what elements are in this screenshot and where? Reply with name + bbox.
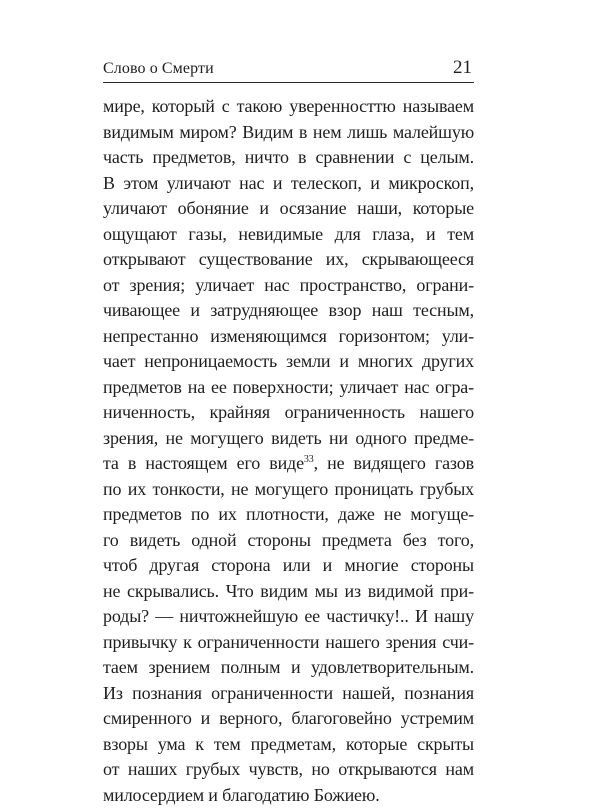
page-number: 21 <box>453 56 472 80</box>
text-line: зрения, не могущего видеть ни одного предме- <box>103 426 474 452</box>
text-line: го видеть одной стороны предмета без того, <box>103 528 474 554</box>
text-line: мире, который с такою уверенносттю называем <box>103 94 474 120</box>
page-header <box>103 58 474 80</box>
text-line: видимым миром? Видим в нем лишь малейшую <box>103 120 474 146</box>
text-line: от зрения; уличает нас пространство, ограни- <box>103 273 474 299</box>
text-line: непрестанно изменяющимся горизонтом; ули- <box>103 324 474 350</box>
text-line: чает непроницаемость земли и многих других <box>103 349 474 375</box>
text-line: ощущают газы, невидимые для глаза, и тем <box>103 222 474 248</box>
body-text <box>103 94 474 808</box>
header-rule <box>103 82 474 83</box>
text-line: предметов по их плотности, даже не могуще- <box>103 502 474 528</box>
text-line: роды? — ничтожнейшую ее частичку!.. И нашу <box>103 604 474 630</box>
text-line: чивающее и затрудняющее взор наш тесным, <box>103 298 474 324</box>
text-line: часть предметов, ничто в сравнении с целым. <box>103 145 474 171</box>
text-line: от наших грубых чувств, но открываются нам <box>103 757 474 783</box>
text-line: не скрывались. Что видим мы из видимой при- <box>103 579 474 605</box>
footnote-reference[interactable]: 33 <box>304 454 314 465</box>
text-line: взоры ума к тем предметам, которые скрыты <box>103 732 474 758</box>
text-line: предметов на ее поверхности; уличает нас огра- <box>103 375 474 401</box>
text-line: ниченность, крайняя ограниченность нашего <box>103 400 474 426</box>
text-line: таем зрением полным и удовлетворительным. <box>103 655 474 681</box>
text-line: Из познания ограниченности нашей, познания <box>103 681 474 707</box>
text-line: привычку к ограниченности нашего зрения счи- <box>103 630 474 656</box>
text-fragment: та в настоящем его виде <box>103 453 304 473</box>
text-line: В этом уличают нас и телескоп, и микроскоп, <box>103 171 474 197</box>
text-line: по их тонкости, не могущего проницать грубых <box>103 477 474 503</box>
text-line-with-footnote <box>103 451 474 477</box>
running-title: Слово о Смерти <box>103 58 214 80</box>
text-fragment: , не видящего газов <box>314 453 474 473</box>
text-line: чтоб другая сторона или и многие стороны <box>103 553 474 579</box>
text-line: уличают обоняние и осязание наши, которые <box>103 196 474 222</box>
text-line: открывают существование их, скрывающееся <box>103 247 474 273</box>
text-line: милосердием и благодатию Божиею. <box>103 783 474 808</box>
text-line: смиренного и верного, благоговейно устремим <box>103 706 474 732</box>
